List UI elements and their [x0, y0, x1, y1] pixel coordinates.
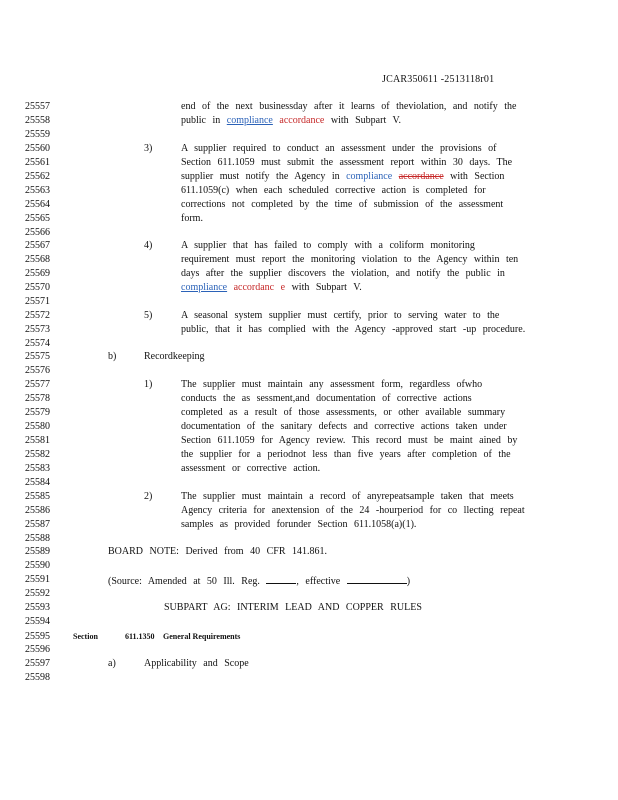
line-number: 25595: [25, 631, 50, 642]
line-number: 25562: [25, 171, 50, 182]
struck-text: accordance: [398, 171, 444, 182]
paragraph-line: form.: [181, 213, 203, 224]
blank-line: [266, 575, 296, 584]
item-number: 4): [144, 240, 153, 251]
line-number: 25584: [25, 477, 50, 488]
section-label: Section: [73, 632, 98, 641]
subsection-title: Recordkeeping: [144, 351, 205, 362]
line-number: 25565: [25, 213, 50, 224]
source-note: [108, 575, 410, 587]
item-number: 3): [144, 143, 153, 154]
paragraph-line: A supplier that has failed to comply with a coliform monitoring: [181, 240, 475, 251]
board-note: BOARD NOTE: Derived from 40 CFR 141.861.: [108, 546, 327, 557]
section-title: General Requirements: [163, 632, 241, 641]
line-number: 25558: [25, 115, 50, 126]
paragraph-line: Agency criteria for anextension of the 24 -hourperiod for co llecting repeat: [181, 505, 525, 516]
paragraph-line: corrections not completed by the time of submission of the assessment: [181, 199, 504, 210]
line-number: 25572: [25, 310, 50, 321]
line-number: 25589: [25, 546, 50, 557]
paragraph-line: documentation of the sanitary defects and corrective actions taken under: [181, 421, 507, 432]
paragraph-line: completed as a result of those assessments, or other available summary: [181, 407, 506, 418]
line-number: 25567: [25, 240, 50, 251]
paragraph-line: end of the next businessday after it learns of theviolation, and notify the: [181, 101, 517, 112]
line-number: 25586: [25, 505, 50, 516]
line-number: 25588: [25, 533, 50, 544]
line-number: 25591: [25, 574, 50, 585]
deleted-text: accordanc: [233, 282, 275, 293]
document-id-header: JCAR350611 -2513118r01: [382, 74, 495, 85]
text-run: , effective: [296, 576, 341, 587]
line-number: 25592: [25, 588, 50, 599]
inserted-text: compliance: [181, 282, 228, 293]
line-number: 25566: [25, 227, 50, 238]
line-number: 25563: [25, 185, 50, 196]
blank-line: [347, 575, 407, 584]
line-number: 25580: [25, 421, 50, 432]
line-number: 25581: [25, 435, 50, 446]
line-number: 25598: [25, 672, 50, 683]
inserted-text: compliance: [346, 171, 393, 182]
item-number: 5): [144, 310, 153, 321]
line-number: 25597: [25, 658, 50, 669]
paragraph-line: days after the supplier discovers the violation, and notify the public in: [181, 268, 505, 279]
text-run: with Subpart V.: [291, 282, 362, 293]
paragraph-line: samples as provided forunder Section 611.1058(a)(1).: [181, 519, 417, 530]
paragraph-line: The supplier must maintain any assessment form, regardless ofwho: [181, 379, 483, 390]
text-run: with Subpart V.: [330, 115, 401, 126]
line-number: 25587: [25, 519, 50, 530]
line-number: 25557: [25, 101, 50, 112]
paragraph-line: the supplier for a periodnot less than five years after completion of the: [181, 449, 511, 460]
text-run: ): [406, 576, 411, 587]
paragraph-line: A supplier required to conduct an assessment under the provisions of: [181, 143, 497, 154]
paragraph-line: conducts the as sessment,and documentation of corrective actions: [181, 393, 472, 404]
line-number: 25583: [25, 463, 50, 474]
text-run: supplier must notify the Agency in: [181, 171, 340, 182]
line-number: 25576: [25, 365, 50, 376]
text-run: (Source: Amended at 50 Ill. Reg.: [108, 576, 260, 587]
line-number: 25568: [25, 254, 50, 265]
paragraph-line: [181, 283, 362, 293]
line-number: 25561: [25, 157, 50, 168]
line-number: 25564: [25, 199, 50, 210]
paragraph-line: The supplier must maintain a record of anyrepeatsample taken that meets: [181, 491, 514, 502]
line-number: 25575: [25, 351, 50, 362]
line-number: 25590: [25, 560, 50, 571]
section-number: 611.1350: [125, 632, 155, 641]
line-number: 25573: [25, 324, 50, 335]
subsection-label: b): [108, 351, 117, 362]
line-number: 25569: [25, 268, 50, 279]
paragraph-line: [181, 116, 401, 126]
subsection-title: Applicability and Scope: [144, 658, 249, 669]
line-number: 25578: [25, 393, 50, 404]
item-number: 1): [144, 379, 153, 390]
paragraph-line: Section 611.1059 for Agency review. This record must be maint ained by: [181, 435, 518, 446]
item-number: 2): [144, 491, 153, 502]
line-number: 25596: [25, 644, 50, 655]
deleted-text: accordance: [279, 115, 325, 126]
paragraph-line: Section 611.1059 must submit the assessment report within 30 days. The: [181, 157, 513, 168]
subpart-title: SUBPART AG: INTERIM LEAD AND COPPER RULES: [164, 602, 422, 613]
paragraph-line: public, that it has complied with the Agency -approved start -up procedure.: [181, 324, 526, 335]
line-number: 25585: [25, 491, 50, 502]
line-number: 25574: [25, 338, 50, 349]
paragraph-line: requirement must report the monitoring violation to the Agency within ten: [181, 254, 519, 265]
line-number: 25582: [25, 449, 50, 460]
paragraph-line: 611.1059(c) when each scheduled corrective action is completed for: [181, 185, 486, 196]
line-number: 25560: [25, 143, 50, 154]
deleted-text: e: [280, 282, 286, 293]
subsection-label: a): [108, 658, 116, 669]
line-number: 25571: [25, 296, 50, 307]
paragraph-line: A seasonal system supplier must certify, prior to serving water to the: [181, 310, 500, 321]
paragraph-line: assessment or corrective action.: [181, 463, 321, 474]
line-number: 25577: [25, 379, 50, 390]
line-number: 25559: [25, 129, 50, 140]
paragraph-line: [181, 172, 504, 182]
inserted-text: compliance: [226, 115, 273, 126]
line-number: 25593: [25, 602, 50, 613]
line-number: 25594: [25, 616, 50, 627]
text-run: with Section: [450, 171, 505, 182]
line-number: 25579: [25, 407, 50, 418]
line-number: 25570: [25, 282, 50, 293]
text-run: public in: [181, 115, 221, 126]
